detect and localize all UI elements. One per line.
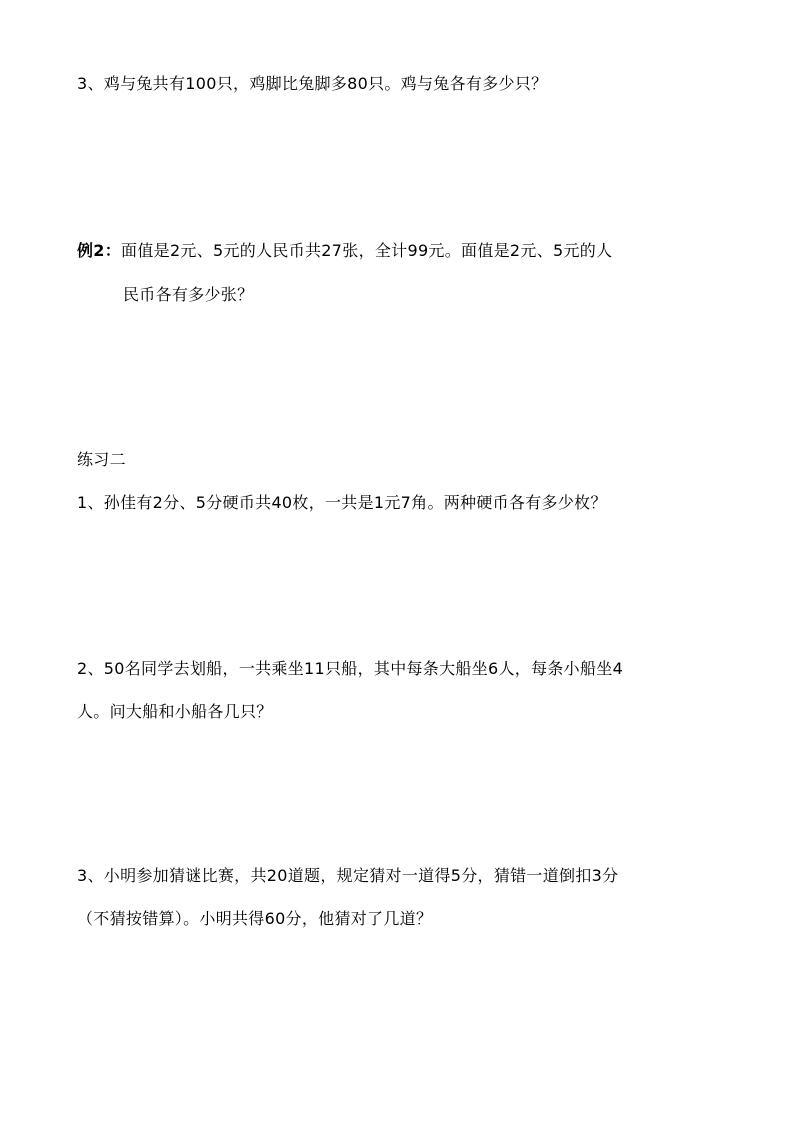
example-2-line2: 民币各有多少张？ xyxy=(123,285,254,304)
example-2-line1 xyxy=(77,240,612,262)
exercise-2-question-1: 1、孙佳有2分、5分硬币共40枚，一共是1元7角。两种硬币各有多少枚？ xyxy=(77,493,607,512)
exercise-2-question-2-line2: 人。问大船和小船各几只？ xyxy=(77,702,273,721)
exercise-2-question-2-line1: 2、50名同学去划船，一共乘坐11只船，其中每条大船坐6人，每条小船坐4 xyxy=(77,659,624,678)
exercise-2-question-3-line2: （不猜按错算）。小明共得60分，他猜对了几道？ xyxy=(77,909,433,928)
example-2-label: 例2： xyxy=(77,241,122,260)
question-chicken-rabbit: 3、鸡与兔共有100只，鸡脚比兔脚多80只。鸡与兔各有多少只？ xyxy=(77,74,548,93)
exercise-2-question-3-line1: 3、小明参加猜谜比赛，共20道题，规定猜对一道得5分，猜错一道倒扣3分 xyxy=(77,866,619,885)
example-2-text: 面值是2元、5元的人民币共27张，全计99元。面值是2元、5元的人 xyxy=(121,241,613,260)
exercise-2-heading: 练习二 xyxy=(77,450,126,469)
